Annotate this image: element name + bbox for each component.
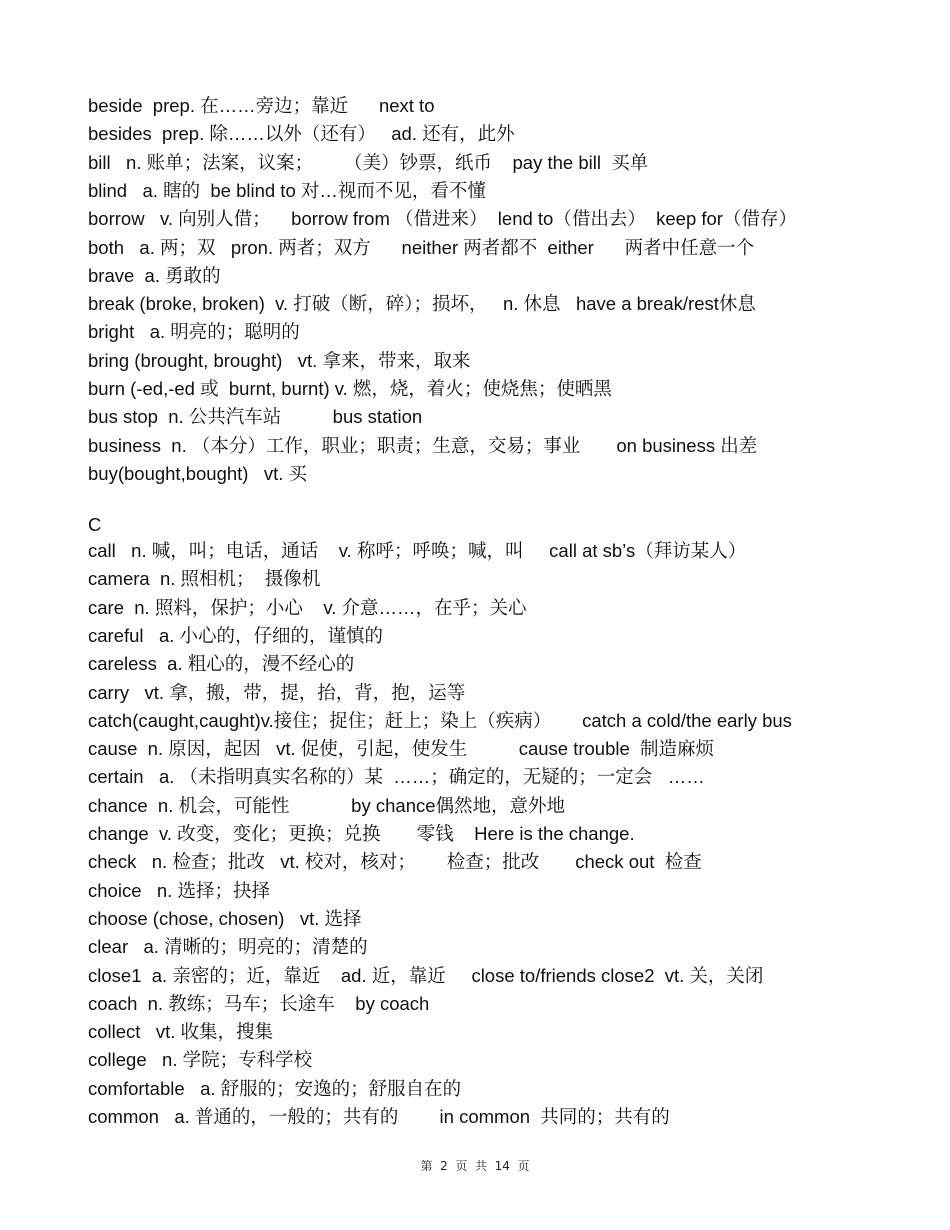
vocab-entry: close1 a. 亲密的；近，靠近 ad. 近，靠近 close to/friends close2 vt. 关，关闭: [88, 964, 764, 986]
vocab-entry: bring (brought, brought) vt. 拿来，带来，取来: [88, 349, 471, 371]
vocab-entry: cause n. 原因，起因 vt. 促使，引起，使发生 cause trouble 制造麻烦: [88, 738, 715, 760]
vocab-entry: catch(caught,caught)v.接住；捉住；赶上；染上（疾病） catch a cold/the early bus: [88, 709, 792, 731]
vocab-entry: collect vt. 收集，搜集: [88, 1021, 274, 1043]
vocab-entry: comfortable a. 舒服的；安逸的；舒服自在的: [88, 1077, 462, 1099]
vocab-entry: buy(bought,bought) vt. 买: [88, 462, 308, 484]
vocab-entry: borrow v. 向别人借； borrow from （借进来） lend to（借出去） keep for（借存）: [88, 208, 797, 230]
vocab-entry: break (broke, broken) v. 打破（断，碎）；损坏， n. 休息 have a break/rest休息: [88, 293, 756, 315]
vocab-entry: besides prep. 除……以外（还有） ad. 还有，此外: [88, 123, 515, 145]
vocab-entry: certain a. （未指明真实名称的）某 ……；确定的，无疑的；一定会 ……: [88, 766, 705, 788]
vocab-entry: common a. 普通的，一般的；共有的 in common 共同的；共有的: [88, 1106, 670, 1127]
vocab-entry: coach n. 教练；马车；长途车 by coach: [88, 992, 430, 1014]
vocab-entry: burn (-ed,-ed 或 burnt, burnt) v. 燃，烧，着火；使烧焦；使晒黑: [88, 378, 612, 399]
vocab-entry: choice n. 选择；抉择: [88, 879, 270, 901]
vocab-entry: bus stop n. 公共汽车站 bus station: [88, 406, 423, 428]
vocab-entry: careless a. 粗心的，漫不经心的: [88, 653, 355, 675]
vocab-entry: blind a. 瞎的 be blind to 对…视而不见，看不懂: [88, 179, 486, 201]
vocab-entry: bill n. 账单；法案，议案； （美）钞票，纸币 pay the bill 买单: [88, 151, 649, 173]
vocab-entry: bright a. 明亮的；聪明的: [88, 321, 300, 343]
vocab-entry: camera n. 照相机； 摄像机: [88, 568, 321, 590]
vocab-entry: carry vt. 拿，搬，带，提，抬，背，抱，运等: [88, 681, 466, 703]
vocab-entry: choose (chose, chosen) vt. 选择: [88, 907, 362, 929]
vocab-entry: care n. 照料，保护；小心 v. 介意……，在乎；关心: [88, 596, 527, 618]
vocab-entry: business n. （本分）工作，职业；职责；生意，交易；事业 on business 出差: [88, 434, 758, 456]
vocab-entry: beside prep. 在……旁边；靠近 next to: [88, 95, 435, 116]
vocab-entry: both a. 两；双 pron. 两者；双方 neither 两者都不 either 两者中任意一个: [88, 236, 755, 258]
vocab-entry: college n. 学院；专科学校: [88, 1049, 313, 1071]
vocab-entry: clear a. 清晰的；明亮的；清楚的: [88, 936, 368, 958]
vocab-entry: check n. 检查；批改 vt. 校对，核对； 检查；批改 check out 检查: [88, 851, 702, 873]
vocab-entry: careful a. 小心的，仔细的，谨慎的: [88, 624, 384, 646]
vocab-entry: chance n. 机会，可能性 by chance偶然地，意外地: [88, 794, 566, 816]
vocab-entry: change v. 改变，变化；更换；兑换 零钱 Here is the change.: [88, 823, 635, 844]
page-footer: 第 2 页 共 14 页: [420, 1159, 530, 1173]
vocab-entry: brave a. 勇敢的: [88, 264, 221, 286]
section-heading-c: C: [88, 514, 102, 535]
vocab-entry: call n. 喊，叫；电话，通话 v. 称呼；呼唤；喊，叫 call at sb’s（拜访某人）: [88, 540, 747, 561]
